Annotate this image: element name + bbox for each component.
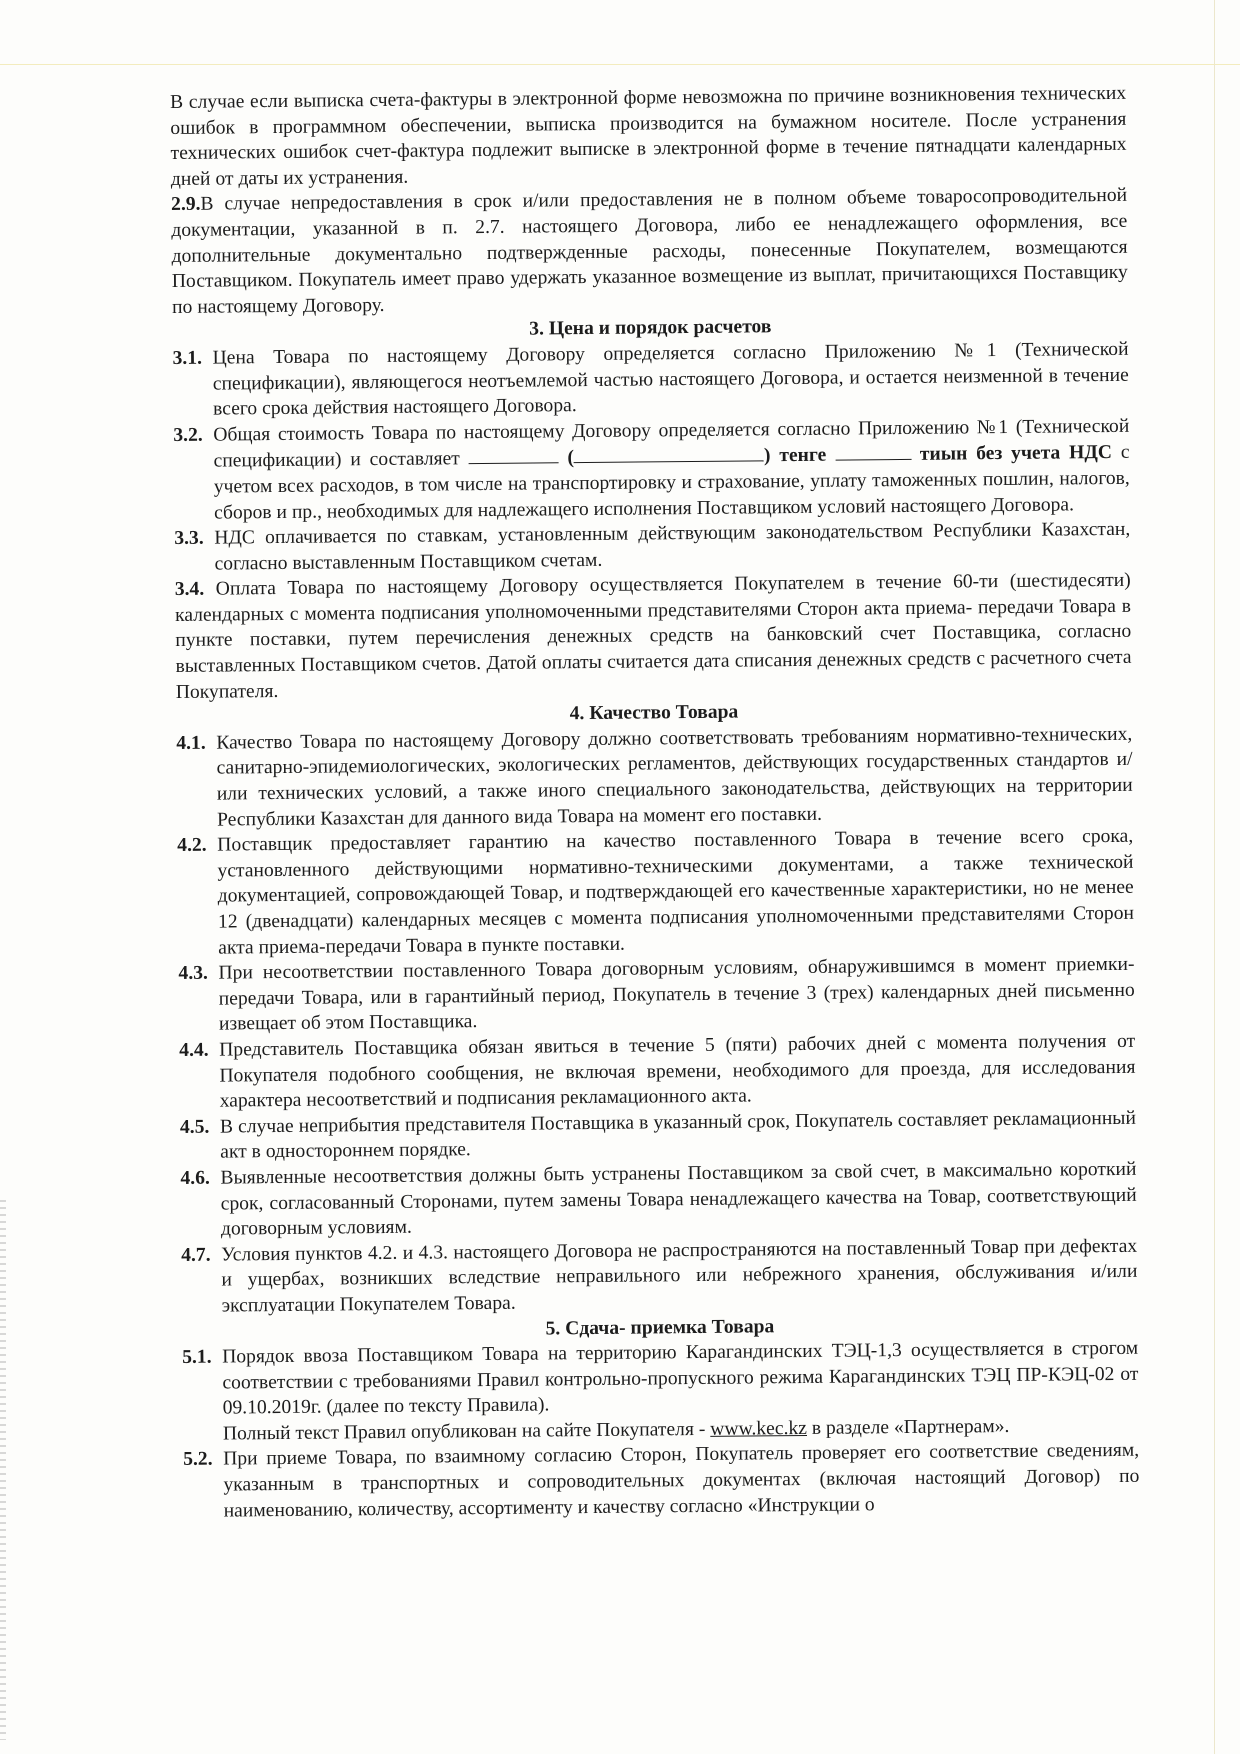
clause-text: Условия пунктов 4.2. и 4.3. настоящего Договора не распространяются на поставленный Товар при дефектах и ущербах, возникших вследствие неправильного или небрежного хранения, обслуживания и/или эксплуатации Покупателем Товара.: [221, 1235, 1138, 1317]
clause-text: Качество Товара по настоящему Договору должно соответствовать требованиям нормативно-технических, санитарно-эпидемиологических, экологических регламентов, действующих государственных стандартов и/или технических условий, а также иного специального законодательства, действующих на территории Республики Казахстан для данного вида Товара на момент его поставки.: [216, 723, 1133, 831]
amount-words-blank[interactable]: [574, 443, 764, 464]
clause-text: Выявленные несоответствия должны быть устранены Поставщиком за свой счет, в максимально короткий срок, согласованный Сторонами, путем замены Товара ненадлежащего качества на Товар, соответствующий договорным условиям.: [220, 1158, 1137, 1240]
clause-number: 3.3.: [174, 527, 204, 550]
clause-number: 4.5.: [179, 1116, 210, 1138]
tiyn-blank[interactable]: [835, 441, 911, 461]
clause-4-6: [180, 1157, 1137, 1243]
clause-text-a: Общая стоимость Товара по настоящему Договору определяется согласно Приложению №1 (Технической спецификации) и составляет: [213, 415, 1130, 472]
clause-text: НДС оплачивается по ставкам, установленным действующим законодательством Республики Казахстан, согласно выставленным Поставщиком счетам.: [214, 518, 1131, 575]
scan-margin-marks: [0, 1200, 6, 1740]
clause-4-3: [178, 952, 1135, 1038]
rules-text-a: Полный текст Правил опубликован на сайте Покупателя -: [222, 1418, 706, 1445]
clause-number: 5.1.: [182, 1346, 212, 1369]
clause-number: 5.2.: [183, 1449, 213, 1471]
amount-blank[interactable]: [469, 445, 559, 465]
clause-number: 4.1.: [176, 732, 206, 754]
clause-text: Порядок ввоза Поставщиком Товара на территорию Карагандинских ТЭЦ-1,3 осуществляется в строгом соответствии с требованиями Правил контрольно-пропускного режима Карагандинских ТЭЦ ПР-КЭЦ-02 от 09.10.2019г. (далее по тексту Правила).: [222, 1337, 1139, 1419]
clause-number: 3.2.: [173, 424, 203, 446]
clause-number: 3.1.: [172, 347, 203, 369]
website-link[interactable]: www.kec.kz: [710, 1417, 808, 1440]
tiyn-label: тиын без учета НДС: [919, 442, 1113, 466]
paren-open: (: [567, 447, 575, 469]
scan-right-edge: [1214, 0, 1215, 1754]
clause-3-2: [173, 414, 1130, 527]
clause-4-4: [179, 1029, 1136, 1115]
clause-text: Поставщик предоставляет гарантию на качество поставленного Товара в течение всего срока, установленного действующими нормативно-техническими документами, а также технической документацией, сопровождающей Товар, и подтверждающей его качественные характеристики, но не менее 12 (двенадцати) календарных месяцев с момента подписания уполномоченными представителями Сторон акта приема-передачи Товара в пункте поставки.: [217, 826, 1135, 959]
clause-number: 2.9.: [171, 194, 201, 216]
clause-2-9: [171, 183, 1128, 320]
clause-number: 4.6.: [180, 1167, 210, 1189]
scan-top-line: [0, 64, 1240, 65]
clause-text: При приеме Товара, по взаимному согласию Сторон, Покупатель проверяет его соответствие сведениям, указанным в транспортных и сопроводительных документах (включая настоящий Договор) по наименованию, количеству, ассортименту и качеству согласно «Инструкции о: [223, 1440, 1140, 1522]
clause-number: 4.2.: [177, 834, 207, 857]
clause-5-1: [182, 1336, 1139, 1448]
clause-3-1: [172, 337, 1129, 423]
section-5-heading: 5. Сдача- приемка Товара: [545, 1315, 775, 1339]
clause-text: Представитель Поставщика обязан явиться в течение 5 (пяти) рабочих дней с момента получения от Покупателя подобного сообщения, не включая времени, необходимого для проезда, для исследования характера несоответствий и подписания рекламационного акта.: [219, 1030, 1136, 1112]
clause-number: 3.4.: [174, 578, 205, 601]
section-3-heading: 3. Цена и порядок расчетов: [529, 316, 772, 340]
clause-4-7: [181, 1233, 1138, 1319]
clause-number: 4.7.: [181, 1244, 211, 1266]
section-4-heading: 4. Качество Товара: [569, 701, 739, 725]
clause-5-2: [183, 1438, 1140, 1524]
clause-number: 4.4.: [179, 1039, 209, 1061]
clause-text-b: с учетом всех расходов, в том числе на транспортировку и страхование, уплату таможенных пошлин, налогов, сборов и пр., необходимых для надлежащего исполнения Поставщиком условий настоящего Договора.: [213, 442, 1130, 524]
clause-4-2: [177, 824, 1134, 961]
clause-3-4: [175, 568, 1132, 705]
clause-text: При несоответствии поставленного Товара договорным условиям, обнаружившимся в момент приемки-передачи Товара, или в гарантийный период, Покупатель в течение 3 (трех) календарных дней письменно извещает об этом Поставщика.: [218, 953, 1135, 1035]
intro-paragraph: В случае если выписка счета-фактуры в электронной форме невозможна по причине возникновения технических ошибок в программном обеспечении, выписка производится на бумажном носителе. После устранения технических ошибок счет-фактура подлежит выписке в электронной форме в течение пятнадцати календарных дней от даты их устранения.: [170, 82, 1127, 190]
clause-text: В случае неприбытия представителя Поставщика в указанный срок, Покупатель составляет рекламационный акт в одностороннем порядке.: [219, 1107, 1137, 1163]
clause-text: Цена Товара по настоящему Договору определяется согласно Приложению №1 (Технической спецификации), являющегося неотъемлемой частью настоящего Договора, и остается неизменной в течение всего срока действия настоящего Договора.: [212, 338, 1129, 420]
clause-text: Оплата Товара по настоящему Договору осуществляется Покупателем в течение 60-ти (шестидесяти) календарных с момента подписания уполномоченными представителями Сторон акта приема- передачи Товара в пункте поставки, путем перечисления денежных средств на банковский счет Поставщика, согласно выставленных Поставщиком счетов. Датой оплаты считается дата списания денежных средств с расчетного счета Покупателя.: [174, 570, 1132, 703]
tenge-label: ) тенге: [763, 445, 827, 467]
clause-number: 4.3.: [178, 962, 208, 985]
clause-text: В случае непредоставления в срок и/или предоставления не в полном объеме товаросопроводительной документации, указанной в п. 2.7. настоящего Договора, либо ее ненадлежащего оформления, все дополнительные документально подтвержденные расходы, понесенные Покупателем, возмещаются Поставщиком. Покупатель имеет право удержать указанное возмещение из выплат, причитающихся Поставщику по настоящему Договору.: [171, 185, 1128, 318]
rules-text-b: в разделе «Партнерам».: [811, 1415, 1010, 1439]
clause-4-1: [176, 722, 1133, 834]
clause-3-3: [174, 517, 1130, 577]
clause-4-5: [180, 1106, 1136, 1166]
document-page: [170, 81, 1140, 1524]
